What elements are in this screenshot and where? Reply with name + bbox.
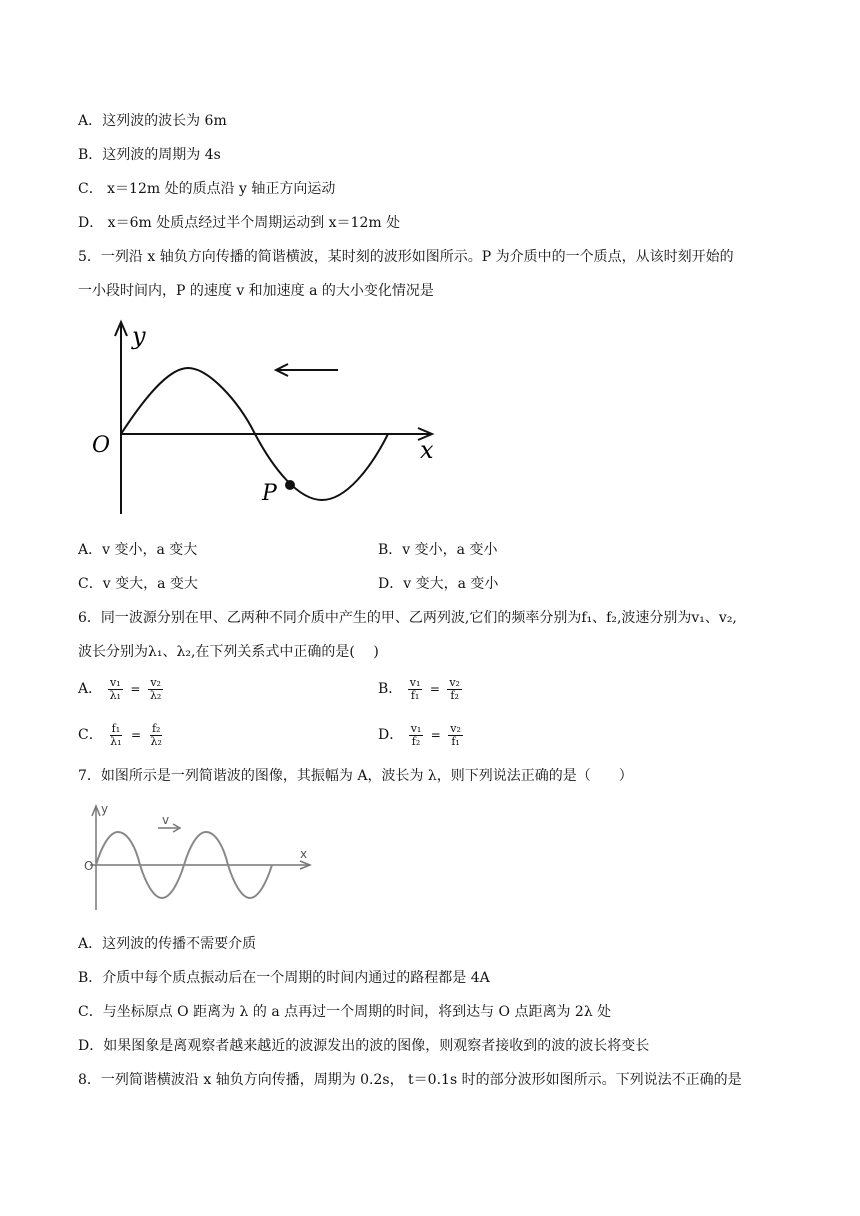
q4-option-c: C． x＝12m 处的质点沿 y 轴正方向运动 [78,181,336,197]
q7-y-label: y [101,802,109,816]
q8-stem: 8．一列简谐横波沿 x 轴负方向传播，周期为 0.2s， t＝0.1s 时的部分波形如图所示。下列说法不正确的是 [78,1072,742,1088]
q6-stem-line2: 波长分别为λ₁、λ₂,在下列关系式中正确的是( ) [78,644,379,660]
q4-option-a: A．这列波的波长为 6m [78,113,227,129]
q5-option-c: C．v 变大，a 变大 [78,576,198,592]
q5-x-label: x [420,436,434,464]
q6-stem-line1: 6．同一波源分别在甲、乙两种不同介质中产生的甲、乙两列波,它们的频率分别为f₁、f₂,波速分别为v₁、v₂, [78,610,737,626]
q5-stem-line1: 5．一列沿 x 轴负方向传播的简谐横波，某时刻的波形如图所示。P 为介质中的一个质点，从该时刻开始的 [78,249,734,265]
q7-option-b: B．介质中每个质点振动后在一个周期的时间内通过的路程都是 4A [78,970,490,986]
q7-origin-label: O [84,859,94,873]
q5-origin-label: O [92,433,111,458]
q5-point-label: P [262,481,277,506]
q5-option-d: D．v 变大，a 变小 [378,576,499,592]
q6-option-b: B． $\frac{\text{v₁}}{\text{f₁}}$ = $\frac{\text{v₂}}{\text{f₂}}$ [378,675,460,702]
q6-option-c: C． $\frac{\text{f₁}}{\text{λ₁}}$ = $\frac{\text{f₂}}{\text{λ₂}}$ [78,721,162,748]
q5-stem-line2: 一小段时间内，P 的速度 v 和加速度 a 的大小变化情况是 [78,283,434,299]
q4-option-b: B．这列波的周期为 4s [78,147,221,163]
q4-option-d: D． x＝6m 处质点经过半个周期运动到 x＝12m 处 [78,215,401,231]
q7-option-d: D．如果图象是离观察者越来越近的波源发出的波的图像，则观察者接收到的波的波长将变长 [78,1038,650,1054]
q7-velocity-label: v [162,813,170,827]
q7-x-label: x [300,847,308,861]
q6-option-d: D． $\frac{\text{v₁}}{\text{f₂}}$ = $\frac{\text{v₂}}{\text{f₁}}$ [378,721,461,748]
q7-wave-figure [80,800,320,914]
q5-option-b: B．v 变小，a 变小 [378,542,498,558]
q5-option-a: A．v 变小，a 变大 [78,542,198,558]
q5-y-label: y [132,322,146,350]
q7-stem: 7．如图所示是一列简谐波的图像，其振幅为 A，波长为 λ，则下列说法正确的是（ ） [78,768,633,784]
q5-wave-figure [88,318,448,518]
q7-option-a: A．这列波的传播不需要介质 [78,936,257,952]
q7-option-c: C．与坐标原点 O 距离为 λ 的 a 点再过一个周期的时间，将到达与 O 点距离为 2λ 处 [78,1004,612,1020]
q6-option-a: A． $\frac{\text{v₁}}{\text{λ₁}}$ = $\frac{\text{v₂}}{\text{λ₂}}$ [78,675,162,702]
